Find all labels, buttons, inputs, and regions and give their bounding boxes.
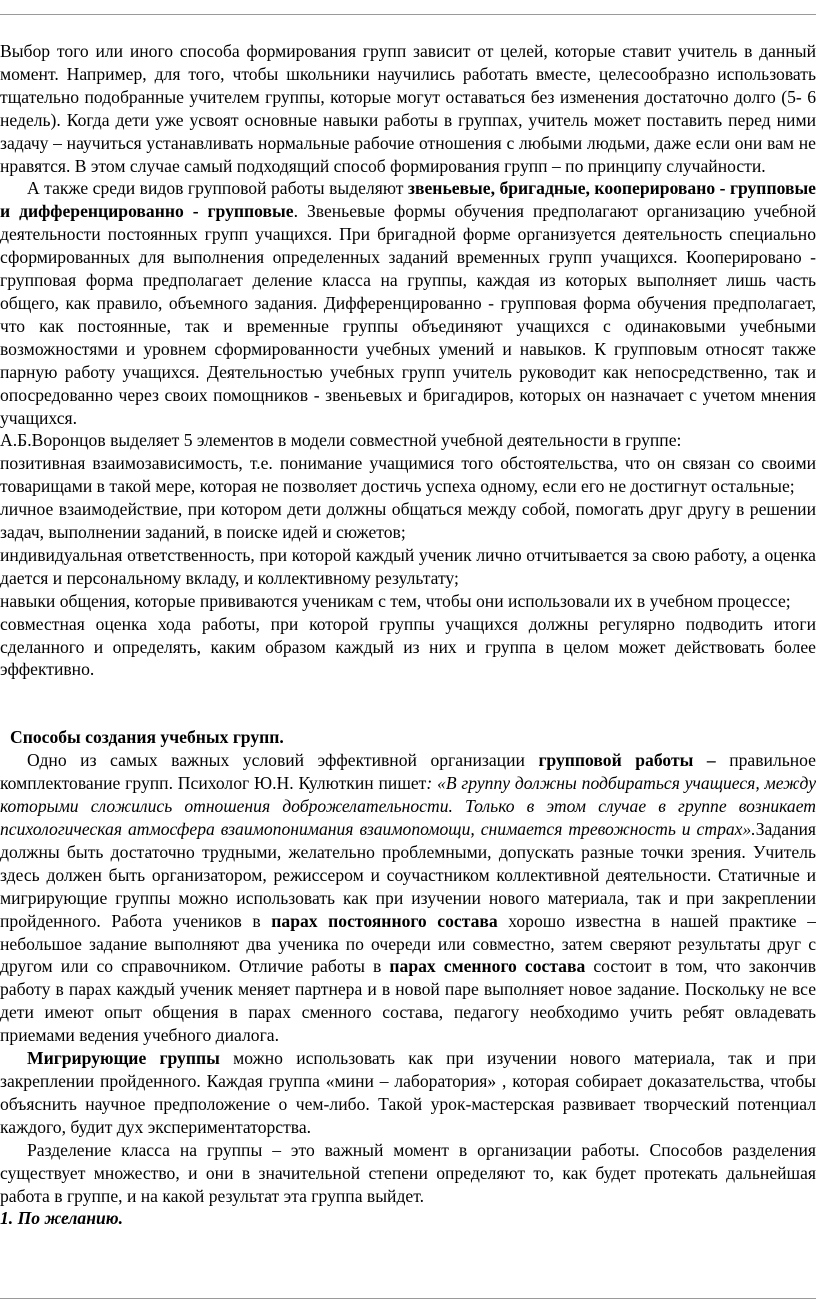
paragraph-migrating-groups — [0, 1047, 816, 1139]
bold-term: звеньевые, бригадные, кооперировано - групповые и дифференцированно - групповые — [0, 178, 816, 222]
paragraph-vorontsov: А.Б.Воронцов выделяет 5 элементов в модели совместной учебной деятельности в группе: — [0, 430, 682, 451]
text-run: . Звеньевые формы обучения предполагают организацию учебной деятельности постоянных групп учащихся. При бригадной форме организуется деятельность специально сформированных для выполнения определенных заданий временных групп учащихся. Кооперировано - групповая форма предполагает деление класса на группы, каждая из которых выполняет лишь часть общего, как правило, объемного задания. Дифференцированно - групповая форма обучения предполагает, что как постоянные, так и временные группы объединяют учащихся с одинаковыми учебными возможностями и уровнем сформированности учебных умений и навыков. К групповым относят также парную работу учащихся. Деятельностью учебных групп учитель руководит как непосредственно, так и опосредованно через своих помощников - звеньевых и бригадиров, которых он назначает с учетом мнения учащихся. — [0, 201, 816, 428]
list-item: совместная оценка хода работы, при которой группы учащихся должны регулярно подводить итоги сделанного и определять, каким образом каждый из них и группа в целом может действовать более эффективно. — [0, 613, 816, 680]
list-item: личное взаимодействие, при котором дети должны общаться между собой, помогать друг другу в решении задач, выполнении заданий, в поиске идей и сюжетов; — [0, 499, 816, 543]
text-run: Задания должны быть достаточно трудными, желательно проблемными, допускать разные точки зрения. Учитель здесь должен быть организатором, режиссером и соучастником коллективной деятельности. Статичные и мигрирующие группы можно использовать как при изучении нового материала, так и при закреплении пройденного. Работа учеников в — [0, 819, 816, 931]
bold-term: Мигрирующие группы — [27, 1048, 220, 1069]
bold-term: групповой работы – — [538, 750, 716, 771]
spacer — [0, 681, 816, 726]
text-run: состоит в том, что закончив работу в парах каждый ученик меняет партнера и в новой паре выполняет новое задание. Поскольку не все дети имеют опыт общения в парах сменного состава, педагогу необходимо учить ребят овладевать приемами ведения учебного диалога. — [0, 956, 816, 1046]
quote: : «В группу должны подбираться учащиеся, между которыми сложились отношения доброжелательности. Только в этом случае в группе возникает психологическая атмосфера взаимопонимания взаимопомощи, снимается тревожность и страх». — [0, 773, 816, 839]
bold-term: парах постоянного состава — [271, 910, 498, 931]
sub-heading: 1. По желанию. — [0, 1208, 123, 1229]
paragraph-group-formation: Выбор того или иного способа формирования групп зависит от целей, которые ставит учитель в данный момент. Например, для того, чтобы школьники научились работать вместе, целесообразно использовать тщательно подобранные учителем группы, которые могут оставаться без изменения достаточно долго (5- 6 недель). Когда дети уже усвоят основные навыки работы в группах, учитель может поставить перед ними задачу – научиться устанавливать нормальные рабочие отношения с любыми людьми, даже если они вам не нравятся. В этом случае самый подходящий способ формирования групп – по принципу случайности. — [0, 41, 816, 176]
bold-term: парах сменного состава — [389, 956, 586, 977]
list-item: позитивная взаимозависимость, т.е. понимание учащимися того обстоятельства, что он связан со своими товарищами в такой мере, которая не позволяет достичь успеха одному, если его не достигнут остальные; — [0, 453, 816, 497]
paragraph-class-division: Разделение класса на группы – это важный момент в организации работы. Способов разделения существует множество, и они в значительной степени определяют то, как будет протекать дальнейшая работа в группе, и на какой результат эта группа выйдет. — [0, 1139, 816, 1206]
text-run: можно использовать как при изучении нового материала, так и при закреплении пройденного. Каждая группа «мини – лаборатория» , которая собирает доказательства, чтобы объяснить научное предположение о чем-либо. Такой урок-мастерская развивает творческий потенциал каждого, будит дух экспериментаторства. — [0, 1048, 816, 1137]
list-item: навыки общения, которые прививаются ученикам с тем, чтобы они использовали их в учебном процессе; — [0, 590, 791, 611]
text-run: А также среди видов групповой работы выделяют — [27, 178, 408, 199]
text-run: хорошо известна в нашей практике – небольшое задание выполняют два ученика по очереди или совместно, затем сверяют результаты друг с другом или со справочником. Отличие работы в — [0, 910, 816, 977]
text-run: Одно из самых важных условий эффективной организации — [27, 750, 539, 771]
paragraph-group-work-types — [0, 177, 816, 429]
bottom-divider — [0, 1298, 816, 1299]
paragraph-group-assembly — [0, 749, 816, 1047]
text-run: правильное комплектование групп. Психолог Ю.Н. Кулюткин пишет — [0, 750, 816, 794]
list-item: индивидуальная ответственность, при которой каждый ученик лично отчитывается за свою работу, а оценка дается и персональному вкладу, и коллективному результату; — [0, 544, 816, 588]
section-heading: Способы создания учебных групп. — [10, 727, 284, 748]
document-page — [0, 40, 816, 1230]
top-divider — [0, 14, 816, 15]
